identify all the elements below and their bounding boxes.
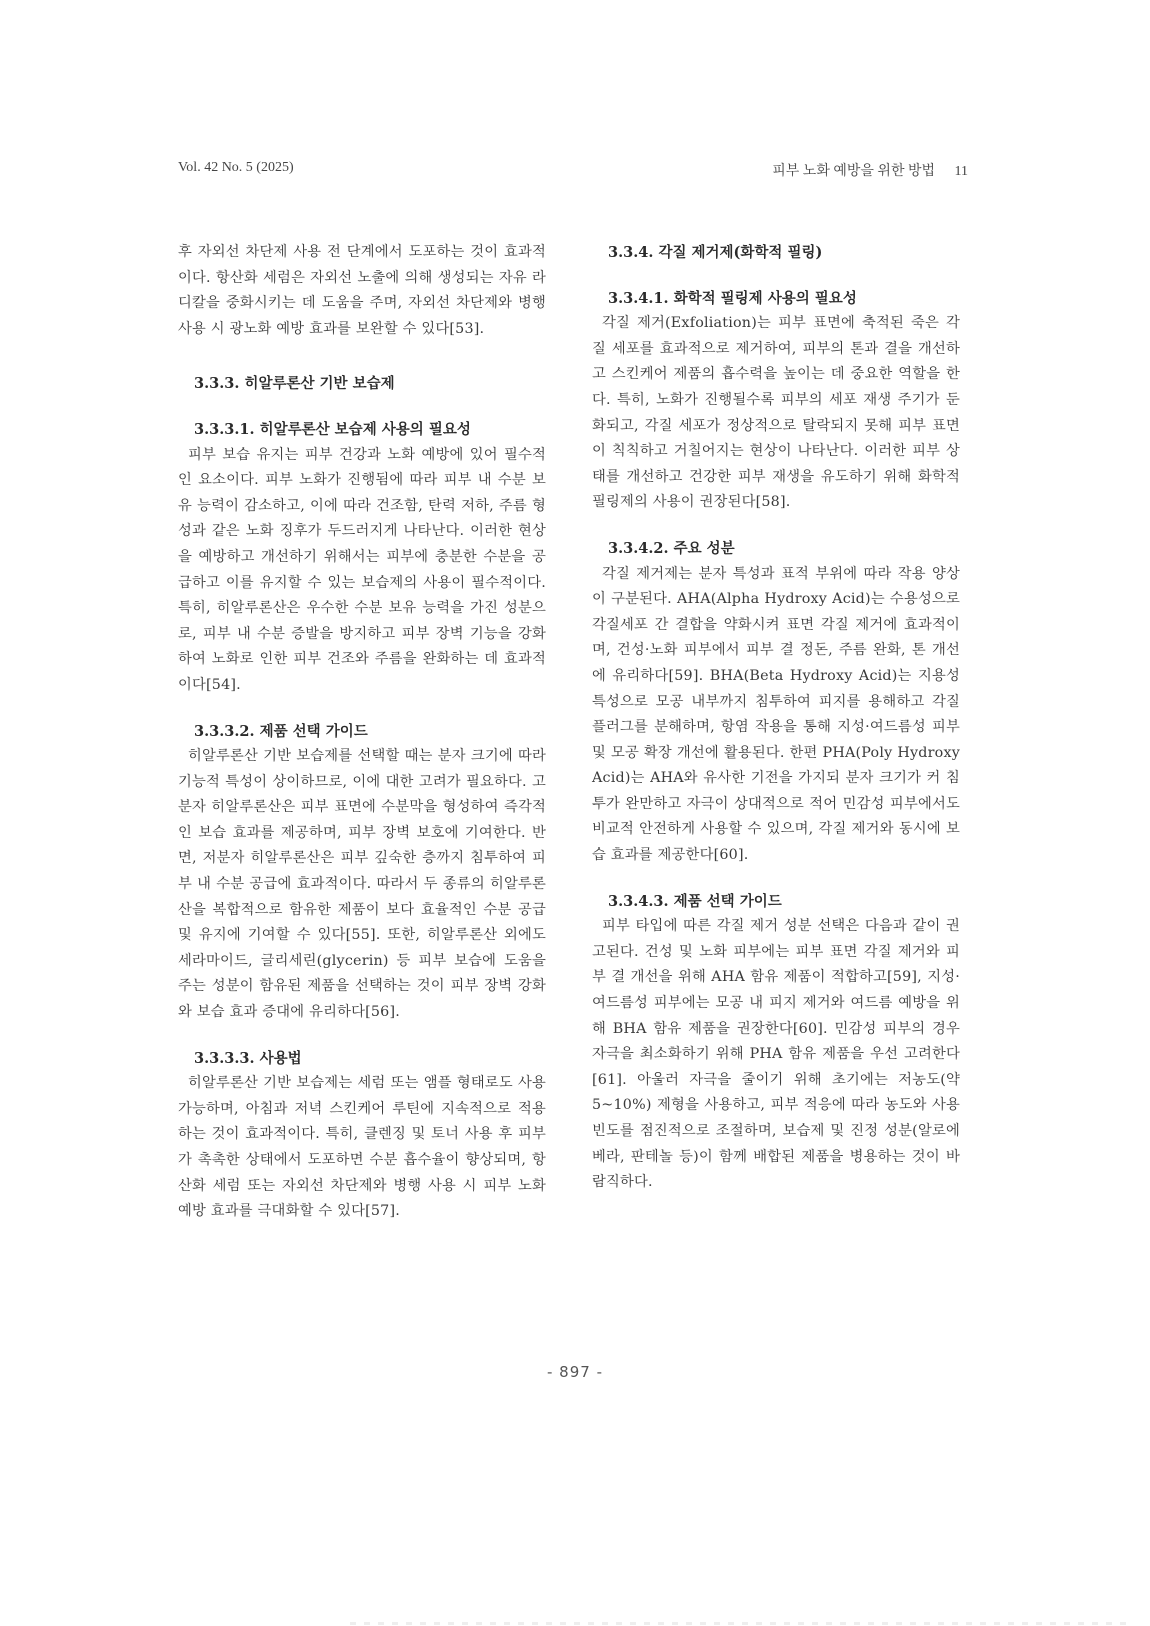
subsection-heading-3-3-3-2: 3.3.3.2. 제품 선택 가이드 xyxy=(194,722,368,740)
right-column xyxy=(592,240,960,1196)
running-title: 피부 노화 예방을 위한 방법 xyxy=(772,164,936,179)
subsection-heading-3-3-4-2: 3.3.4.2. 주요 성분 xyxy=(608,539,735,557)
subsection-body-3-3-3-2: 히알루론산 기반 보습제를 선택할 때는 분자 크기에 따라 기능적 특성이 상이하므로, 이에 대한 고려가 필요하다. 고분자 히알루론산은 피부 표면에 수분막을 형성하여 즉각적인 보습 효과를 제공하며, 피부 장벽 보호에 기여한다. 반면, 저분자 히알루론산은 피부 깊숙한 층까지 침투하여 피부 내 수분 공급에 효과적이다. 따라서 두 종류의 히알루론산을 복합적으로 함유한 제품이 보다 효율적인 수분 공급 및 유지에 기여할 수 있다[55]. 또한, 히알루론산 외에도 세라마이드, 글리세린(glycerin) 등 피부 보습에 도움을 주는 성분이 함유된 제품을 선택하는 것이 피부 장벽 강화와 보습 효과 증대에 유리하다[56]. xyxy=(178,748,546,1021)
header-page-number: 11 xyxy=(954,164,968,179)
intro-paragraph: 후 자외선 차단제 사용 전 단계에서 도포하는 것이 효과적이다. 항산화 세럼은 자외선 노출에 의해 생성되는 자유 라디칼을 중화시키는 데 도움을 주며, 자외선 차단제와 병행 사용 시 광노화 예방 효과를 보완할 수 있다[53]. xyxy=(178,244,546,337)
subsection-body-3-3-4-3: 피부 타입에 따른 각질 제거 성분 선택은 다음과 같이 권고된다. 건성 및 노화 피부에는 피부 표면 각질 제거와 피부 결 개선을 위해 AHA 함유 제품이 적합하고[59], 지성·여드름성 피부에는 모공 내 피지 제거와 여드름 예방을 위해 BHA 함유 제품을 권장한다[60]. 민감성 피부의 경우 자극을 최소화하기 위해 PHA 함유 제품을 우선 고려한다[61]. 아울러 자극을 줄이기 위해 초기에는 저농도(약 5~10%) 제형을 사용하고, 피부 적응에 따라 농도와 사용 빈도를 점진적으로 조절하며, 보습제 및 진정 성분(알로에베라, 판테놀 등)이 함께 배합된 제품을 병용하는 것이 바람직하다. xyxy=(592,918,960,1191)
journal-volume: Vol. 42 No. 5 (2025) xyxy=(178,160,294,175)
subsection-body-3-3-3-1: 피부 보습 유지는 피부 건강과 노화 예방에 있어 필수적인 요소이다. 피부 노화가 진행됨에 따라 피부 내 수분 보유 능력이 감소하고, 이에 따라 건조함, 탄력 저하, 주름 형성과 같은 노화 징후가 두드러지게 나타난다. 이러한 현상을 예방하고 개선하기 위해서는 피부에 충분한 수분을 공급하고 이를 유지할 수 있는 보습제의 사용이 필수적이다. 특히, 히알루론산은 우수한 수분 보유 능력을 가진 성분으로, 피부 내 수분 증발을 방지하고 피부 장벽 기능을 강화하여 노화로 인한 피부 건조와 주름을 완화하는 데 효과적이다[54]. xyxy=(178,446,546,693)
subsection-body-3-3-4-1: 각질 제거(Exfoliation)는 피부 표면에 축적된 죽은 각질 세포를 효과적으로 제거하여, 피부의 톤과 결을 개선하고 스킨케어 제품의 흡수력을 높이는 데 중요한 역할을 한다. 특히, 노화가 진행될수록 피부의 세포 재생 주기가 둔화되고, 각질 세포가 정상적으로 탈락되지 못해 피부 표면이 칙칙하고 거칠어지는 현상이 나타난다. 이러한 피부 상태를 개선하고 건강한 피부 재생을 유도하기 위해 화학적 필링제의 사용이 권장된다[58]. xyxy=(592,315,960,511)
subsection-heading-3-3-4-3: 3.3.4.3. 제품 선택 가이드 xyxy=(608,892,782,910)
section-heading-3-3-3: 3.3.3. 히알루론산 기반 보습제 xyxy=(194,375,395,393)
running-title-group xyxy=(772,160,968,180)
subsection-body-3-3-4-2: 각질 제거제는 분자 특성과 표적 부위에 따라 작용 양상이 구분된다. AHA(Alpha Hydroxy Acid)는 수용성으로 각질세포 간 결합을 약화시켜 표면 각질 제거에 효과적이며, 건성·노화 피부에서 피부 결 정돈, 주름 완화, 톤 개선에 유리하다[59]. BHA(Beta Hydroxy Acid)는 지용성 특성으로 모공 내부까지 침투하여 피지를 용해하고 각질 플러그를 분해하며, 항염 작용을 통해 지성·여드름성 피부 및 모공 확장 개선에 활용된다. 한편 PHA(Poly Hydroxy Acid)는 AHA와 유사한 기전을 가지되 분자 크기가 커 침투가 완만하고 자극이 상대적으로 적어 민감성 피부에서도 비교적 안전하게 사용할 수 있으며, 각질 제거와 동시에 보습 효과를 제공한다[60]. xyxy=(592,565,960,864)
subsection-heading-3-3-4-1: 3.3.4.1. 화학적 필링제 사용의 필요성 xyxy=(608,289,857,307)
subsection-heading-3-3-3-1: 3.3.3.1. 히알루론산 보습제 사용의 필요성 xyxy=(194,420,471,438)
faded-footer-strip xyxy=(350,1622,1130,1625)
section-heading-3-3-4: 3.3.4. 각질 제거제(화학적 필링) xyxy=(608,244,823,261)
subsection-body-3-3-3-3: 히알루론산 기반 보습제는 세럼 또는 앰플 형태로도 사용 가능하며, 아침과 저녁 스킨케어 루틴에 지속적으로 적용하는 것이 효과적이다. 특히, 클렌징 및 토너 사용 후 피부가 촉촉한 상태에서 도포하면 수분 흡수율이 향상되며, 항산화 세럼 또는 자외선 차단제와 병행 사용 시 피부 노화 예방 효과를 극대화할 수 있다[57]. xyxy=(178,1075,546,1220)
left-column xyxy=(178,240,546,1225)
running-header xyxy=(178,160,968,182)
subsection-heading-3-3-3-3: 3.3.3.3. 사용법 xyxy=(194,1049,302,1067)
footer-page-number: - 897 - xyxy=(547,1363,603,1381)
